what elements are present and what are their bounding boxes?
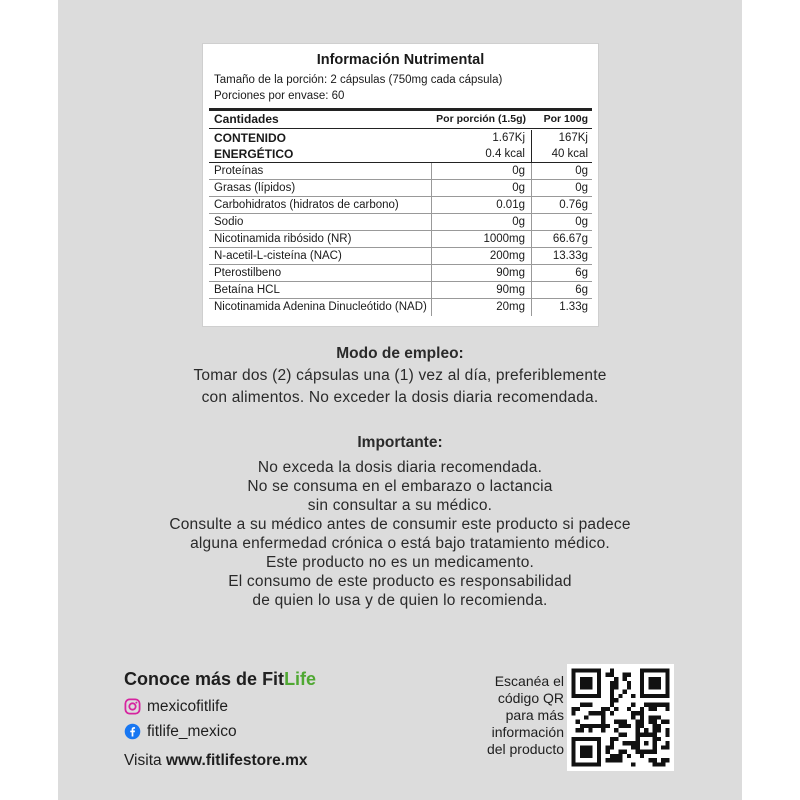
nutrient-per-serving: 1000mg xyxy=(432,231,532,247)
nutrient-name: N-acetil-L-cisteína (NAC) xyxy=(209,248,432,264)
website-line xyxy=(124,746,444,776)
table-row xyxy=(209,299,592,316)
qr-code[interactable] xyxy=(567,664,674,771)
important-line: sin consultar a su médico. xyxy=(307,497,493,514)
nutrient-per-serving: 90mg xyxy=(432,265,532,281)
nutrient-per-serving: 0g xyxy=(432,180,532,196)
nutrient-per-100g: 0g xyxy=(575,165,588,177)
header-per-serving: Por porción (1.5g) xyxy=(436,113,526,125)
important-line: alguna enfermedad crónica o está bajo tratamiento médico. xyxy=(190,535,610,552)
important-title: Importante: xyxy=(357,434,443,451)
table-row xyxy=(209,248,592,265)
scan-line: código QR xyxy=(497,690,564,706)
important-section xyxy=(58,432,742,610)
nutrient-name: Pterostilbeno xyxy=(209,265,432,281)
table-row xyxy=(209,180,592,197)
website-link[interactable]: www.fitlifestore.mx xyxy=(165,752,308,769)
usage-title: Modo de empleo: xyxy=(336,345,464,362)
nutrition-title: Información Nutrimental xyxy=(316,52,485,68)
header-per-100g: Por 100g xyxy=(543,113,588,125)
footer-heading xyxy=(124,664,444,694)
energy-serving-kcal: 0.4 kcal xyxy=(485,148,525,160)
instagram-icon xyxy=(124,698,141,715)
nutrient-per-100g: 0g xyxy=(575,216,588,228)
nutrient-per-serving: 0g xyxy=(432,214,532,230)
brand-fit: Fit xyxy=(262,669,285,689)
important-line: de quien lo usa y de quien lo recomienda. xyxy=(252,592,548,609)
important-line: El consumo de este producto es responsabilidad xyxy=(228,573,572,590)
footer-contact xyxy=(124,664,444,776)
energy-row xyxy=(209,129,592,163)
table-header xyxy=(209,111,592,129)
header-name: Cantidades xyxy=(214,112,279,126)
scan-line: Escanéa el xyxy=(494,673,564,689)
instagram-text: mexicofitlife xyxy=(147,698,228,715)
scan-qr-text xyxy=(470,673,564,758)
nutrient-name: Grasas (lípidos) xyxy=(209,180,432,196)
table-row xyxy=(209,197,592,214)
nutrient-per-serving: 20mg xyxy=(432,299,532,316)
energy-label-1: CONTENIDO xyxy=(214,131,286,145)
scan-line: información xyxy=(491,724,564,740)
servings-per-container: Porciones por envase: 60 xyxy=(214,90,345,102)
nutrient-per-100g: 0.76g xyxy=(559,199,588,211)
nutrient-per-100g: 66.67g xyxy=(552,233,588,245)
nutrient-per-100g: 6g xyxy=(575,284,588,296)
visit-prefix: Visita xyxy=(124,752,162,769)
nutrient-per-100g: 1.33g xyxy=(559,301,588,313)
energy-100g-kcal: 40 kcal xyxy=(551,148,588,160)
nutrient-name: Nicotinamida Adenina Dinucleótido (NAD) xyxy=(209,299,432,316)
scan-line: para más xyxy=(505,707,564,723)
important-line: Este producto no es un medicamento. xyxy=(265,554,535,571)
nutrient-per-serving: 0g xyxy=(432,163,532,179)
nutrient-rows xyxy=(203,163,598,316)
nutrition-facts-table xyxy=(202,43,599,327)
nutrient-per-serving: 200mg xyxy=(432,248,532,264)
table-row xyxy=(209,231,592,248)
table-row xyxy=(209,163,592,180)
facebook-icon xyxy=(124,723,141,740)
table-row xyxy=(209,265,592,282)
usage-section xyxy=(58,343,742,409)
table-row xyxy=(209,282,592,299)
serving-size: Tamaño de la porción: 2 cápsulas (750mg cada cápsula) xyxy=(214,74,503,86)
qr-code-graphic xyxy=(567,664,674,771)
nutrient-name: Betaína HCL xyxy=(209,282,432,298)
energy-serving-kj: 1.67Kj xyxy=(492,132,525,144)
scan-line: del producto xyxy=(486,741,564,757)
table-row xyxy=(209,214,592,231)
nutrient-per-serving: 0.01g xyxy=(432,197,532,213)
nutrient-name: Sodio xyxy=(209,214,432,230)
important-line: No se consuma en el embarazo o lactancia xyxy=(247,478,553,495)
important-line: Consulte a su médico antes de consumir este producto si padece xyxy=(169,516,631,533)
instagram-handle[interactable] xyxy=(124,694,444,719)
nutrient-name: Proteínas xyxy=(209,163,432,179)
facebook-handle[interactable] xyxy=(124,719,444,744)
nutrient-per-100g: 6g xyxy=(575,267,588,279)
nutrient-per-serving: 90mg xyxy=(432,282,532,298)
energy-100g-kj: 167Kj xyxy=(558,132,588,144)
important-line: No exceda la dosis diaria recomendada. xyxy=(257,459,543,476)
brand-life: Life xyxy=(284,669,317,689)
facebook-text: fitlife_mexico xyxy=(147,723,237,740)
usage-line: Tomar dos (2) cápsulas una (1) vez al día, preferiblemente xyxy=(193,367,607,384)
nutrient-name: Carbohidratos (hidratos de carbono) xyxy=(209,197,432,213)
nutrient-per-100g: 13.33g xyxy=(552,250,588,262)
usage-line: con alimentos. No exceder la dosis diaria recomendada. xyxy=(201,389,599,406)
footer-heading-text: Conoce más de xyxy=(124,669,258,689)
nutrient-name: Nicotinamida ribósido (NR) xyxy=(209,231,432,247)
nutrient-per-100g: 0g xyxy=(575,182,588,194)
energy-label-2: ENERGÉTICO xyxy=(214,147,294,161)
